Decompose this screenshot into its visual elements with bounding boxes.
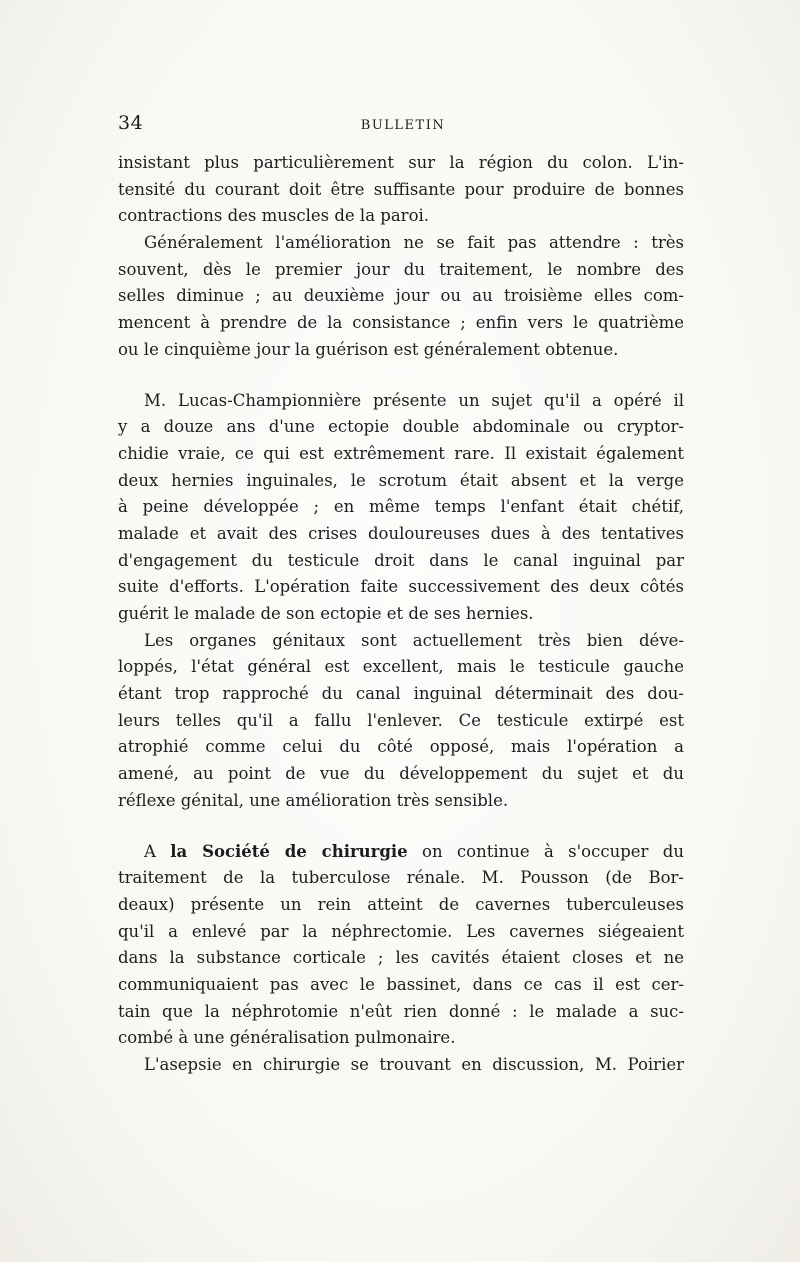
text-line: y a douze ans d'une ectopie double abdominale ou cryptor- <box>118 417 684 437</box>
text-line <box>118 839 684 866</box>
text-line: amené, au point de vue du développement du sujet et du <box>118 764 684 784</box>
text-line: deux hernies inguinales, le scrotum était absent et la verge <box>118 470 684 490</box>
text-line: réflexe génital, une amélioration très sensible. <box>118 790 509 810</box>
text-line: ou le cinquième jour la guérison est généralement obtenue. <box>118 339 619 359</box>
text-line: tain que la néphrotomie n'eût rien donné : le malade a suc- <box>118 1001 684 1021</box>
paragraph <box>118 230 684 363</box>
running-title: BULLETIN <box>360 118 446 133</box>
text-line: L'asepsie en chirurgie se trouvant en discussion, M. Poirier <box>144 1055 684 1074</box>
lead-rest: on continue à s'occuper du <box>407 841 684 861</box>
body-text <box>118 150 684 1079</box>
text-line: loppés, l'état général est excellent, mais le testicule gauche <box>118 657 684 677</box>
text-line: d'engagement du testicule droit dans le canal inguinal par <box>118 550 684 570</box>
text-line: communiquaient pas avec le bassinet, dans ce cas il est cer- <box>118 974 684 994</box>
text-line: à peine développée ; en même temps l'enfant était chétif, <box>118 497 684 517</box>
text-line: suite d'efforts. L'opération faite successivement des deux côtés <box>118 577 684 597</box>
text-line: Les organes génitaux sont actuellement très bien déve- <box>144 630 684 650</box>
text-line: malade et avait des crises douloureuses dues à des tentatives <box>118 523 684 543</box>
text-line: deaux) présente un rein atteint de cavernes tuberculeuses <box>118 894 684 914</box>
text-line: insistant plus particulièrement sur la région du colon. L'in- <box>118 153 684 172</box>
running-header <box>118 112 688 138</box>
paragraph <box>118 388 684 628</box>
text-line: selles diminue ; au deuxième jour ou au troisième elles com- <box>118 286 684 306</box>
text-line: qu'il a enlevé par la néphrectomie. Les cavernes siégeaient <box>118 921 684 941</box>
text-line: atrophié comme celui du côté opposé, mais l'opération a <box>118 737 684 757</box>
text-line: souvent, dès le premier jour du traitement, le nombre des <box>118 259 684 279</box>
text-line: guérit le malade de son ectopie et de ses hernies. <box>118 604 534 623</box>
paragraph-gap <box>118 815 684 839</box>
text-line: contractions des muscles de la paroi. <box>118 206 430 226</box>
society-name: la Société de chirurgie <box>170 841 408 861</box>
text-line: chidie vraie, ce qui est extrêmement rare. Il existait également <box>118 443 684 463</box>
lead-prefix: A <box>144 841 171 861</box>
paragraph <box>118 150 684 230</box>
text-line: mencent à prendre de la consistance ; enfin vers le quatrième <box>118 313 684 333</box>
paragraph <box>118 628 684 815</box>
text-line: étant trop rapproché du canal inguinal déterminait des dou- <box>118 684 684 704</box>
text-line: leurs telles qu'il a fallu l'enlever. Ce testicule extirpé est <box>118 710 684 730</box>
paragraph <box>118 839 684 1053</box>
text-line: dans la substance corticale ; les cavités étaient closes et ne <box>118 948 684 968</box>
text-line: combé à une généralisation pulmonaire. <box>118 1028 456 1048</box>
paragraph <box>118 1052 684 1079</box>
text-line: tensité du courant doit être suffisante pour produire de bonnes <box>118 179 684 199</box>
text-line: Généralement l'amélioration ne se fait pas attendre : très <box>144 233 684 253</box>
paragraph-gap <box>118 364 684 388</box>
page-number: 34 <box>118 112 144 134</box>
text-line: traitement de la tuberculose rénale. M. Pousson (de Bor- <box>118 868 684 888</box>
text-line: M. Lucas-Championnière présente un sujet qu'il a opéré il <box>144 390 684 410</box>
